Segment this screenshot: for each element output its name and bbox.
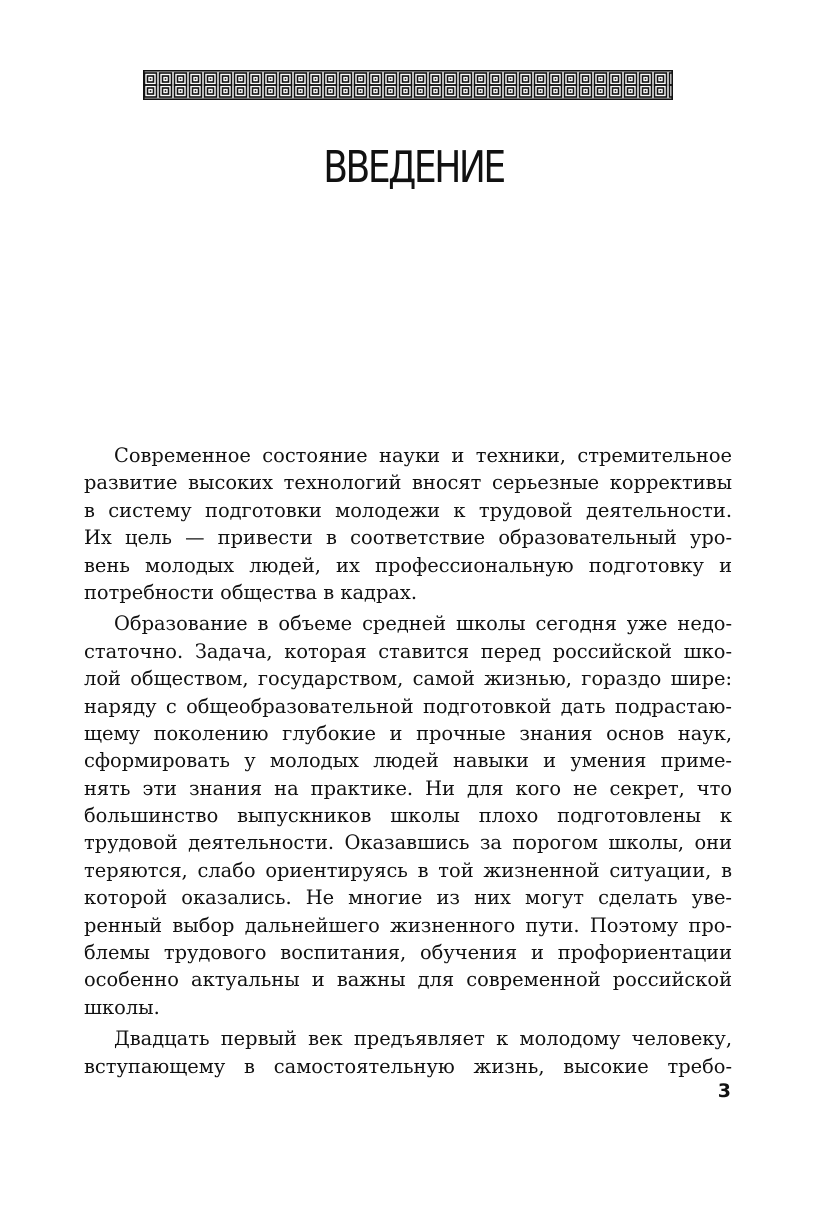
text-line: блемы трудового воспитания, обучения и профориентации: [84, 941, 732, 965]
text-line: школы.: [84, 995, 160, 1019]
text-line: развитие высоких технологий вносят серьезные коррективы: [84, 471, 732, 495]
text-line: особенно актуальны и важны для современной российской: [84, 968, 732, 992]
paragraph: [84, 442, 732, 606]
paragraph: [84, 1025, 732, 1080]
text-line: которой оказались. Не многие из них могут сделать уве-: [84, 886, 732, 910]
text-line: потребности общества в кадрах.: [84, 580, 418, 604]
text-line: Двадцать первый век предъявляет к молодому человеку,: [114, 1027, 732, 1051]
page-number: 3: [717, 1080, 731, 1102]
paragraph: [84, 610, 732, 1021]
text-line: сформировать у молодых людей навыки и умения приме-: [84, 749, 732, 773]
text-line: большинство выпускников школы плохо подготовлены к: [84, 804, 732, 828]
text-line: в систему подготовки молодежи к трудовой деятельности.: [84, 498, 732, 522]
text-line: Их цель — привести в соответствие образовательный уро-: [84, 526, 732, 550]
text-line: статочно. Задача, которая ставится перед российской шко-: [84, 639, 732, 663]
text-line: Современное состояние науки и техники, стремительное: [114, 444, 732, 467]
text-line: трудовой деятельности. Оказавшись за порогом школы, они: [84, 831, 732, 855]
text-line: теряются, слабо ориентируясь в той жизненной ситуации, в: [84, 858, 732, 882]
text-line: лой обществом, государством, самой жизнью, гораздо шире:: [84, 667, 732, 691]
page-title: ВВЕДЕНИЕ: [323, 142, 504, 193]
text-line: вень молодых людей, их профессиональную подготовку и: [84, 553, 732, 577]
text-line: щему поколению глубокие и прочные знания основ наук,: [84, 721, 732, 745]
text-line: Образование в объеме средней школы сегодня уже недо-: [114, 612, 732, 636]
text-line: вступающему в самостоятельную жизнь, высокие требо-: [84, 1054, 732, 1078]
text-line: нять эти знания на практике. Ни для кого не секрет, что: [84, 776, 732, 800]
body-text: [84, 442, 732, 1084]
text-line: ренный выбор дальнейшего жизненного пути. Поэтому про-: [84, 913, 732, 937]
greek-key-border-icon: [143, 70, 673, 100]
text-line: наряду с общеобразовательной подготовкой дать подрастаю-: [84, 694, 732, 718]
